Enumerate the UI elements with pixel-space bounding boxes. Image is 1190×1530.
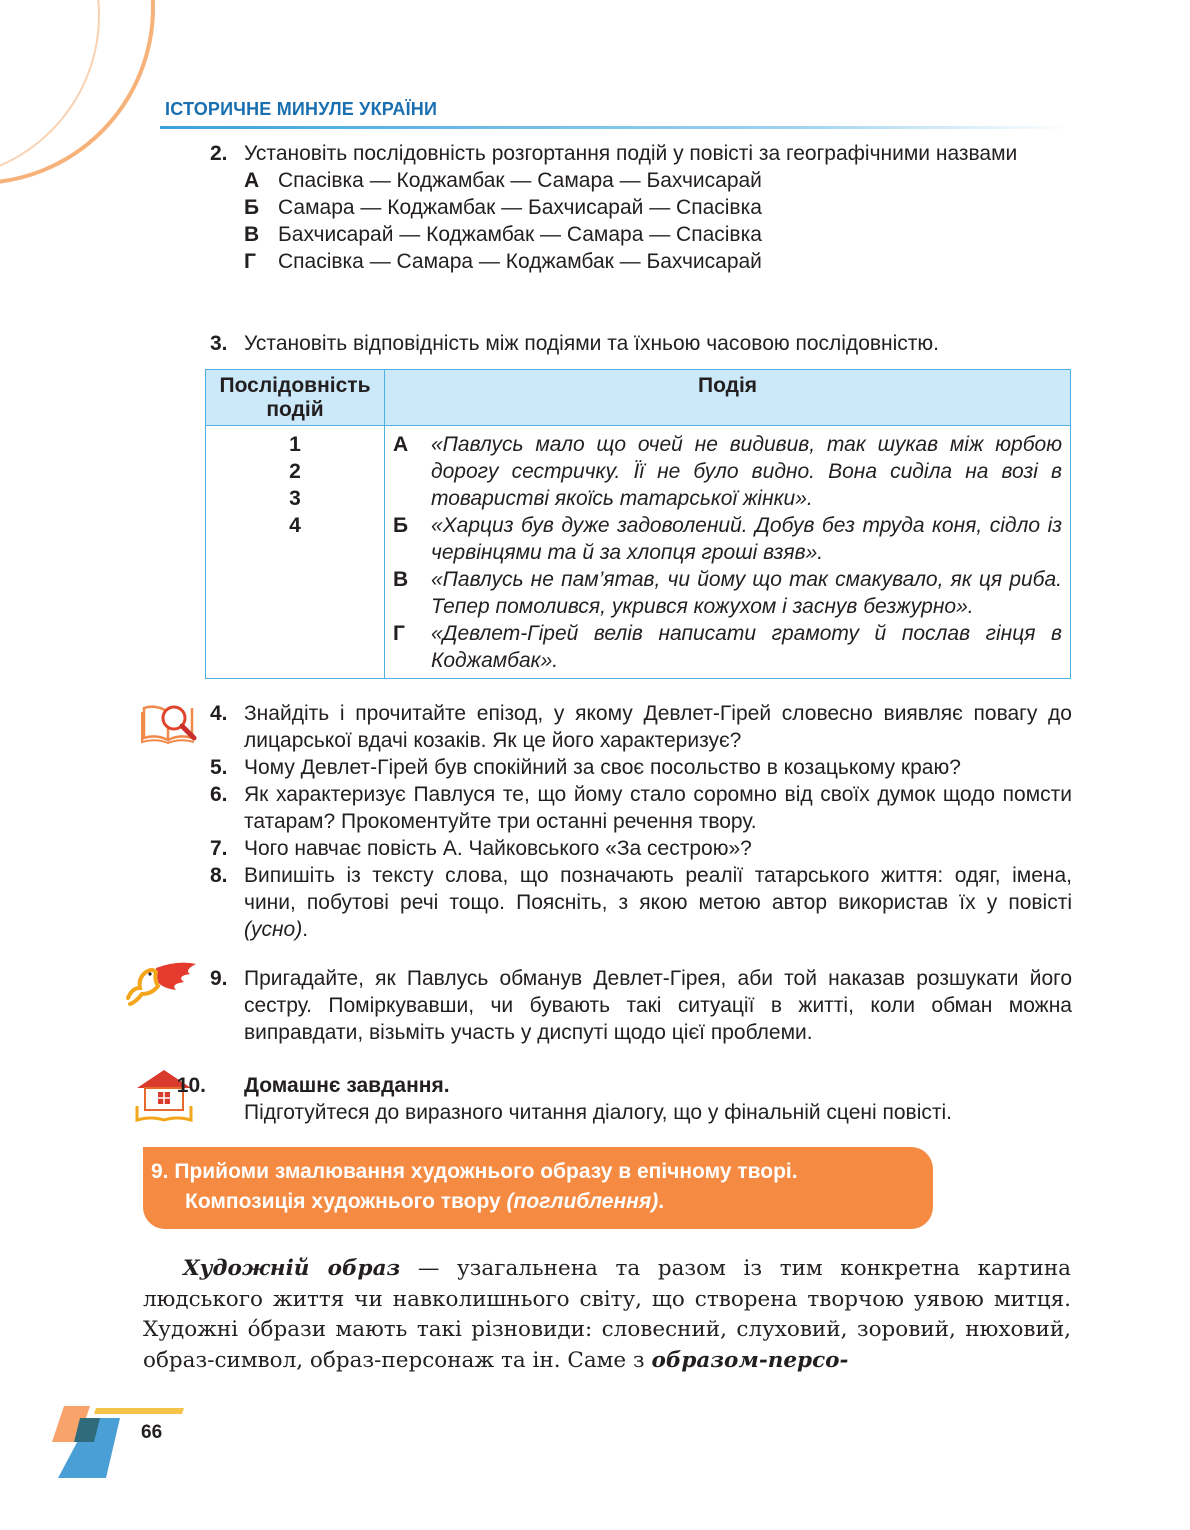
question-number: 5. xyxy=(210,756,228,779)
question-text: Чому Девлет-Гірей був спокійний за своє посольство в козацькому краю? xyxy=(244,756,961,779)
event-text: «Харциз був дуже задоволений. Добув без труда коня, сідло із червінцями та й за хлопця гроші взяв». xyxy=(431,514,1062,564)
term-highlight: Художній образ xyxy=(183,1256,401,1281)
table-header-sequence: Послідовність подій xyxy=(206,370,385,426)
question-text: Установіть відповідність між подіями та їхньою часовою послідовністю. xyxy=(244,332,939,355)
event-b xyxy=(393,512,1062,566)
question-number: 4. xyxy=(210,702,228,725)
homework-title: Домашнє завдання. xyxy=(244,1074,450,1097)
table-row xyxy=(206,426,1071,679)
option-letter: А xyxy=(244,169,260,192)
question-number: 10. xyxy=(176,1074,206,1097)
question-text: Чого навчає повість А. Чайковського «За сестрою»? xyxy=(244,837,752,860)
event-text: «Павлусь мало що очей не видивив, так шукав між юрбою дорогу сестричку. Її не було видно. Вона сиділа на возі в товаристві якоїсь татарської жінки». xyxy=(431,433,1062,510)
question-text-tail: . xyxy=(302,918,309,941)
question-number: 2. xyxy=(210,142,228,165)
footer-stripes-decoration xyxy=(50,1404,190,1480)
homework-text: Підготуйтеся до виразного читання діалогу, що у фінальній сцені повісті. xyxy=(244,1101,952,1124)
question-number: 6. xyxy=(210,783,228,806)
event-letter: А xyxy=(393,433,409,456)
question-text: Установіть послідовність розгортання подій у повісті за географічними назвами xyxy=(244,142,1018,165)
option-text: Спасівка — Коджамбак — Самара — Бахчисарай xyxy=(278,169,762,192)
event-g xyxy=(393,620,1062,674)
question-text: Пригадайте, як Павлусь обманув Девлет-Гірея, аби той наказав розшукати його сестру. Поміркувавши, чи бувають такі ситуації в житті, коли обман можна виправдати, візьміть участь у диспуті щодо цієї проблеми. xyxy=(244,967,1072,1044)
question-text: Знайдіть і прочитайте епізод, у якому Девлет-Гірей словесно виявляє повагу до лицарської вдачі козаків. Як це його характеризує? xyxy=(244,702,1072,752)
sequence-number: 3 xyxy=(289,487,301,510)
event-v xyxy=(393,566,1062,620)
option-text: Самара — Коджамбак — Бахчисарай — Спасівка xyxy=(278,196,762,219)
question-7 xyxy=(210,835,1072,862)
table-header-event: Подія xyxy=(385,370,1071,426)
question-4 xyxy=(210,700,1072,754)
page-number: 66 xyxy=(141,1422,163,1443)
book-magnifier-icon xyxy=(140,700,200,744)
question-text-italic: (усно) xyxy=(244,918,303,941)
option-v xyxy=(244,221,1072,248)
question-text xyxy=(210,862,1072,943)
option-letter: В xyxy=(244,223,260,246)
option-text: Спасівка — Самара — Коджамбак — Бахчисарай xyxy=(278,250,762,273)
matching-table xyxy=(205,369,1071,679)
question-3 xyxy=(210,330,1072,357)
question-6 xyxy=(210,781,1072,835)
sequence-number: 1 xyxy=(289,433,301,456)
question-2 xyxy=(210,140,1072,275)
event-letter: Г xyxy=(393,622,405,645)
sequence-cell xyxy=(206,426,385,679)
event-letter: В xyxy=(393,568,409,591)
question-10 xyxy=(176,1072,1072,1126)
topic-line-2-tail: . xyxy=(658,1190,665,1213)
option-b xyxy=(244,194,1072,221)
event-letter: Б xyxy=(393,514,409,537)
question-number: 8. xyxy=(210,864,228,887)
body-text: — узагальнена та разом із тим конкретна картина людського життя чи навколишнього світу, що створена творчою уявою митця. Художні óбрази мають такі різновиди: словесний, слуховий, зоровий, нюховий, образ-символ, образ-персонаж та ін. Саме з xyxy=(143,1256,1071,1373)
question-number: 9. xyxy=(210,967,228,990)
event-text: «Девлет-Гірей велів написати грамоту й послав гінця в Коджамбак». xyxy=(431,622,1062,672)
question-number: 3. xyxy=(210,332,228,355)
running-title: ІСТОРИЧНЕ МИНУЛЕ УКРАЇНИ xyxy=(165,99,438,119)
topic-line-2-italic: (поглиблення) xyxy=(506,1190,659,1213)
option-letter: Г xyxy=(244,250,256,273)
table-header-row xyxy=(206,370,1071,426)
question-8 xyxy=(210,862,1072,943)
event-text: «Павлусь не пам’ятав, чи йому що так смакувало, як ця риба. Тепер помолився, укрився кожухом і заснув безжурно». xyxy=(431,568,1062,618)
option-a xyxy=(244,167,1072,194)
event-a xyxy=(393,431,1062,512)
question-5 xyxy=(210,754,1072,781)
topic-heading xyxy=(143,1147,933,1229)
topic-line-1: 9. Прийоми змалювання художнього образу в епічному творі. xyxy=(151,1160,798,1183)
question-text: Як характеризує Павлуся те, що йому стало соромно від своїх думок щодо помсти татарам? Прокоментуйте три останні речення твору. xyxy=(244,783,1072,833)
sequence-number: 2 xyxy=(289,460,301,483)
option-letter: Б xyxy=(244,196,260,219)
option-g xyxy=(244,248,1072,275)
body-paragraph xyxy=(143,1254,1071,1376)
events-cell xyxy=(385,426,1071,679)
topic-line-2-main: Композиція художнього твору xyxy=(185,1190,507,1213)
options-list xyxy=(210,167,1072,275)
header-rule xyxy=(160,126,1070,129)
question-text-main: Випишіть із тексту слова, що позначають реалії татарського життя: одяг, імена, чини, побутові речі тощо. Поясніть, з якою метою автор використав їх у повісті xyxy=(244,864,1072,914)
question-9 xyxy=(210,965,1072,1046)
pegasus-icon xyxy=(118,958,198,1008)
question-number: 7. xyxy=(210,837,228,860)
topic-line-2 xyxy=(151,1187,923,1217)
sequence-number: 4 xyxy=(289,514,301,537)
option-text: Бахчисарай — Коджамбак — Самара — Спасівка xyxy=(278,223,762,246)
question-text xyxy=(210,1072,1072,1126)
term-highlight-2: образом-персо- xyxy=(651,1347,849,1373)
